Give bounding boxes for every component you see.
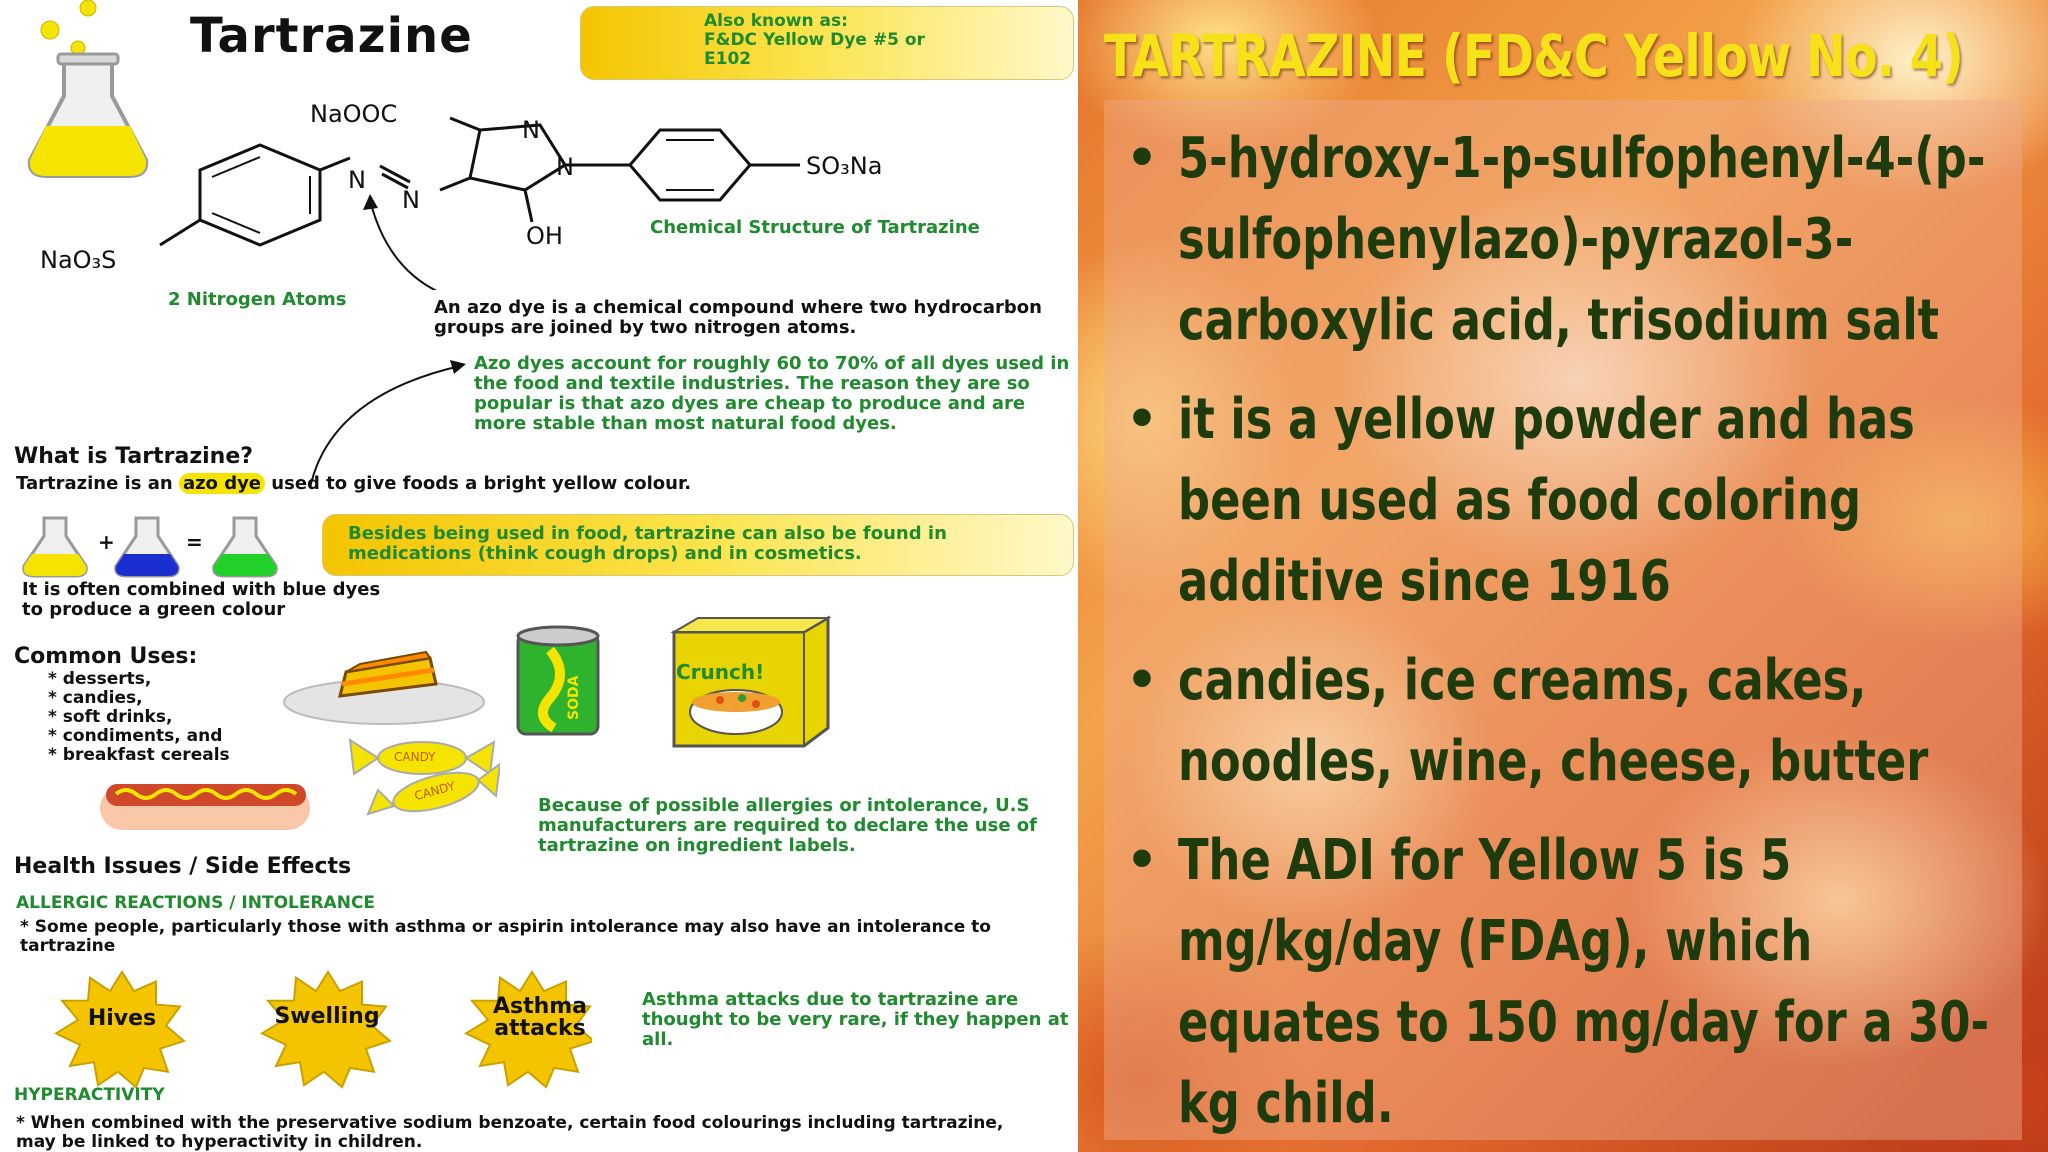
health-heading: Health Issues / Side Effects: [14, 854, 352, 879]
bullet-item: [1118, 118, 2048, 361]
bullet-dot: •: [1126, 129, 1158, 187]
azo-definition: An azo dye is a chemical compound where two hydrocarbon groups are joined by two nitrogen atoms.: [434, 297, 1042, 338]
bullet-item: [1118, 379, 2048, 622]
naooc-label: NaOOC: [310, 100, 398, 128]
soda-label: SODA: [566, 675, 582, 720]
structure-caption: Chemical Structure of Tartrazine: [650, 217, 980, 238]
asthma-label: Asthma attacks: [492, 994, 588, 1041]
nitrogen-label-2: N: [556, 153, 574, 181]
declare-note: Because of possible allergies or intolerance, U.S manufacturers are required to declare the use of tartrazine on ingredient labels.: [538, 795, 1037, 856]
cake-slice-icon: [280, 650, 490, 730]
use-item: * condiments, and: [48, 726, 223, 746]
green-flask-small-icon: [214, 518, 277, 576]
plus-sign: +: [98, 530, 115, 554]
allergic-heading: ALLERGIC REACTIONS / INTOLERANCE: [16, 893, 376, 913]
infographic-title: Tartrazine: [190, 8, 473, 64]
swelling-badge-icon: [262, 972, 390, 1087]
candy-icon: [344, 734, 500, 824]
besides-text: Besides being used in food, tartrazine can also be found in medications (think cough drops) and in cosmetics.: [348, 523, 947, 564]
slide-title: TARTRAZINE (FD&C Yellow No. 4): [1104, 22, 1964, 90]
use-item: * desserts,: [48, 669, 152, 689]
bullet-text: 5-hydroxy-1-p-sulfophenyl-4-(p-sulfophenylazo)-pyrazol-3-carboxylic acid, trisodium salt: [1178, 126, 1986, 353]
flask-mixing-diagram: [22, 516, 282, 580]
bullet-text: The ADI for Yellow 5 is 5 mg/kg/day (FDAg), which equates to 150 mg/day for a 30-kg child.: [1178, 828, 1990, 1136]
azo-fact: Azo dyes account for roughly 60 to 70% of all dyes used in the food and textile industries. The reason they are so popular is that azo dyes are cheap to produce and are more stable than most natural food dyes.: [474, 353, 1070, 434]
use-item: * breakfast cereals: [48, 745, 230, 765]
candy-label-2: CANDY: [412, 778, 457, 804]
equals-sign: =: [186, 530, 203, 554]
use-item: * soft drinks,: [48, 707, 173, 727]
hyper-text: * When combined with the preservative sodium benzoate, certain food colourings including tartrazine, may be linked to hyperactivity in children.: [16, 1113, 1004, 1152]
bullet-text: candies, ice creams, cakes, noodles, wine, cheese, butter: [1178, 648, 1929, 794]
hot-dog-icon: [96, 776, 316, 836]
use-item: * candies,: [48, 688, 143, 708]
slide-bullet-list: [1118, 118, 2048, 1152]
hyper-heading: HYPERACTIVITY: [14, 1085, 165, 1105]
what-text-post: used to give foods a bright yellow colour.: [265, 473, 692, 494]
bullet-dot: •: [1126, 390, 1158, 448]
oh-label: OH: [526, 222, 563, 250]
nao3s-label: NaO₃S: [40, 246, 117, 274]
bullet-item: [1118, 640, 2048, 802]
cereal-box-icon: [664, 614, 834, 754]
nitrogen-label-4: N: [402, 186, 420, 214]
chemical-structure-diagram: [30, 90, 950, 290]
bullet-item: [1118, 820, 2048, 1144]
azo-dye-highlight: azo dye: [179, 473, 265, 494]
blue-flask-small-icon: [116, 518, 179, 576]
cereal-label: Crunch!: [676, 660, 765, 684]
what-text: [16, 474, 691, 494]
soda-can-icon: [514, 624, 604, 740]
so3na-label: SO₃Na: [806, 152, 883, 180]
nitrogen-label-3: N: [348, 166, 366, 194]
uses-heading: Common Uses:: [14, 644, 198, 669]
yellow-flask-small-icon: [24, 518, 87, 576]
aka-text: Also known as: F&DC Yellow Dye #5 or E102: [704, 11, 925, 69]
nitrogen-caption: 2 Nitrogen Atoms: [168, 289, 347, 310]
swelling-label: Swelling: [274, 1004, 380, 1029]
combined-note: It is often combined with blue dyes to produce a green colour: [22, 579, 381, 620]
bullet-dot: •: [1126, 651, 1158, 709]
nitrogen-label-1: N: [522, 116, 540, 144]
what-heading: What is Tartrazine?: [14, 444, 254, 469]
asthma-note: Asthma attacks due to tartrazine are thought to be very rare, if they happen at all.: [642, 989, 1069, 1050]
allergic-text: * Some people, particularly those with asthma or aspirin intolerance may also have an intolerance to tartrazine: [20, 917, 991, 956]
uses-list: [48, 670, 230, 765]
candy-label-1: CANDY: [394, 750, 436, 764]
bullet-dot: •: [1126, 831, 1158, 889]
tartrazine-slide: [1078, 0, 2048, 1152]
bullet-text: it is a yellow powder and has been used as food coloring additive since 1916: [1178, 387, 1915, 614]
what-text-pre: Tartrazine is an: [16, 473, 179, 494]
hives-label: Hives: [87, 1006, 157, 1031]
